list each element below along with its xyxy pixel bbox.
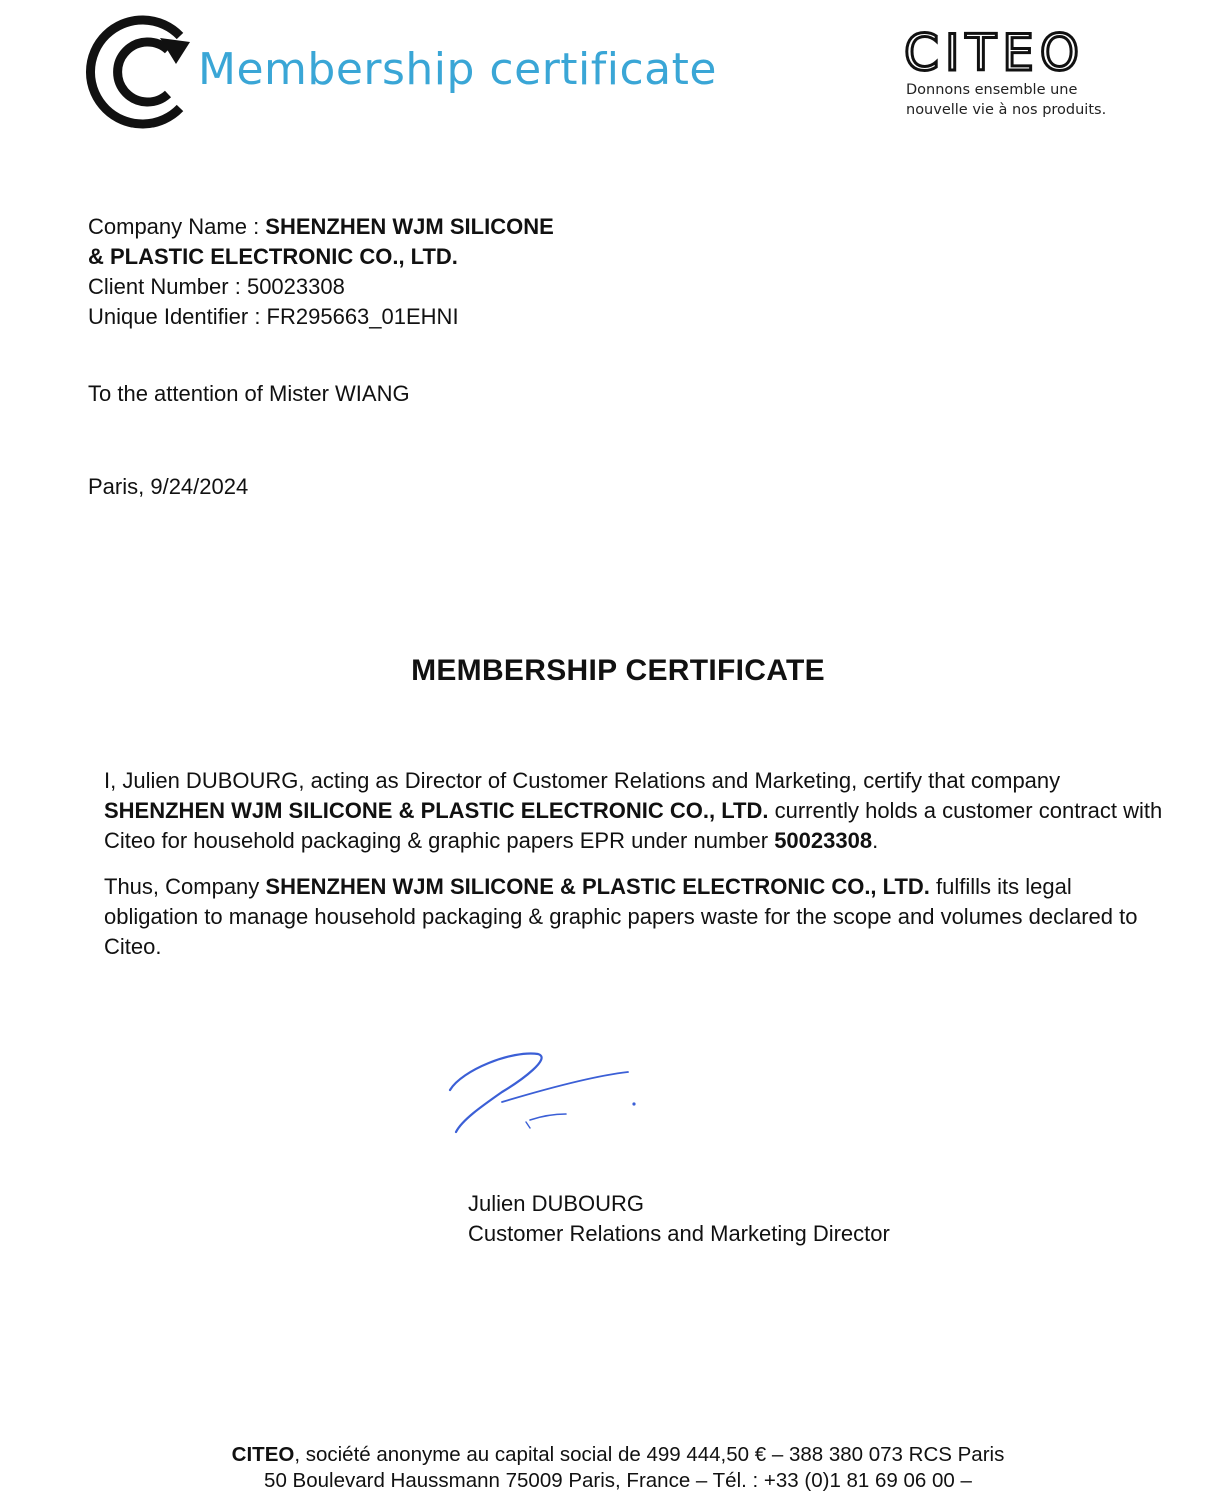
body-p2-company: SHENZHEN WJM SILICONE & PLASTIC ELECTRONIC CO., LTD. bbox=[265, 874, 930, 899]
client-number-label: Client Number : bbox=[88, 274, 247, 299]
brand-tagline-line2: nouvelle vie à nos produits. bbox=[906, 102, 1107, 118]
attention-line: To the attention of Mister WIANG bbox=[88, 381, 410, 406]
company-name-row bbox=[88, 212, 554, 242]
body-p2-text-b: fulfills its legal obligation to manage household packaging & graphic papers waste for the scope and volumes declared to Citeo. bbox=[104, 874, 1138, 959]
body-p2-text-a: Thus, Company bbox=[104, 874, 266, 899]
footer-line-1 bbox=[0, 1442, 1214, 1468]
brand-tagline-line1: Donnons ensemble une bbox=[906, 82, 1078, 98]
body-p1-text-a: I, Julien DUBOURG, acting as Director of Customer Relations and Marketing, certify that company bbox=[104, 768, 1061, 793]
client-number-value: 50023308 bbox=[246, 274, 345, 299]
body-p1-contract-number: 50023308 bbox=[774, 828, 873, 853]
company-name-line2: & PLASTIC ELECTRONIC CO., LTD. bbox=[88, 244, 458, 269]
client-number-row bbox=[88, 272, 554, 302]
brand-name-text: CITEO bbox=[904, 26, 1086, 76]
body-paragraph-1 bbox=[104, 766, 1164, 856]
company-name-line1: SHENZHEN WJM SILICONE bbox=[265, 214, 554, 239]
recipient-block bbox=[88, 212, 554, 332]
body-p1-company: SHENZHEN WJM SILICONE & PLASTIC ELECTRONIC CO., LTD. bbox=[104, 798, 769, 823]
footer-company: CITEO bbox=[231, 1443, 295, 1466]
body-p1-text-c: . bbox=[872, 828, 879, 853]
body-paragraph-2 bbox=[104, 872, 1164, 962]
footer-line-2: 50 Boulevard Haussmann 75009 Paris, France – Tél. : +33 (0)1 81 69 06 00 – bbox=[264, 1469, 972, 1492]
membership-logo-icon bbox=[82, 8, 194, 136]
handwritten-signature bbox=[442, 1040, 652, 1150]
footer bbox=[0, 1442, 1214, 1494]
certificate-title: MEMBERSHIP CERTIFICATE bbox=[411, 654, 825, 687]
company-name-label: Company Name : bbox=[88, 214, 266, 239]
unique-identifier-value: FR295663_01EHNI bbox=[266, 304, 459, 329]
signer-block bbox=[468, 1189, 890, 1249]
place-date: Paris, 9/24/2024 bbox=[88, 474, 249, 499]
body-p1-text-b: currently holds a customer contract with Citeo for household packaging & graphic papers EPR under number bbox=[104, 798, 1163, 853]
citeo-logo bbox=[902, 26, 1130, 76]
company-name-row-2 bbox=[88, 242, 554, 272]
signer-name: Julien DUBOURG bbox=[468, 1191, 645, 1216]
document-header-title: Membership certificate bbox=[198, 44, 717, 95]
unique-identifier-label: Unique Identifier : bbox=[88, 304, 267, 329]
footer-line-1-text: , société anonyme au capital social de 499 444,50 € – 388 380 073 RCS Paris bbox=[294, 1443, 1005, 1466]
unique-identifier-row bbox=[88, 302, 554, 332]
signer-title: Customer Relations and Marketing Director bbox=[468, 1221, 890, 1246]
certificate-body bbox=[104, 766, 1164, 978]
brand-tagline bbox=[906, 80, 1146, 120]
